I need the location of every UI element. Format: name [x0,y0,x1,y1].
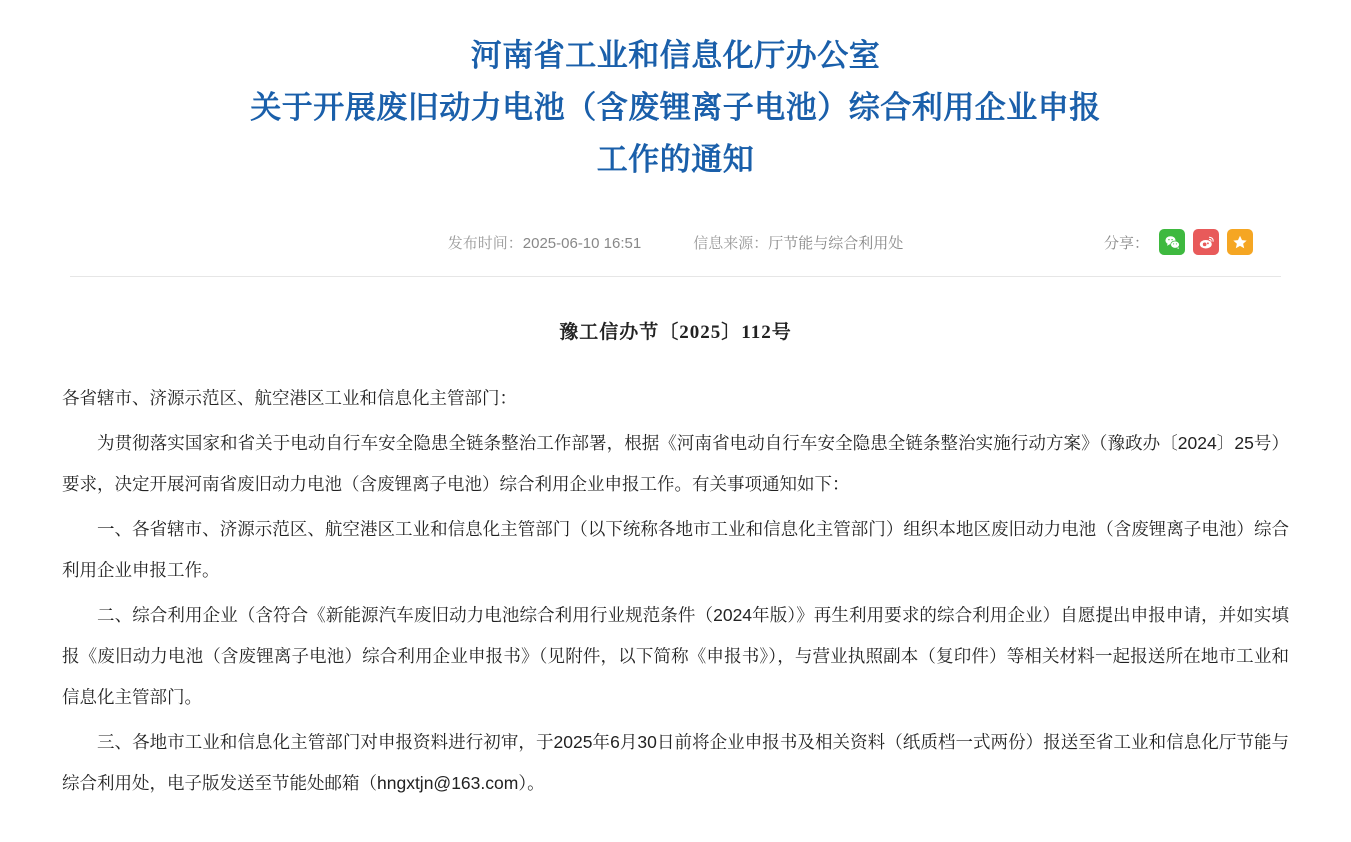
body-paragraph: 为贯彻落实国家和省关于电动自行车安全隐患全链条整治工作部署，根据《河南省电动自行车安全隐患全链条整治实施行动方案》（豫政办〔2024〕25号）要求，决定开展河南省废旧动力电池（含废锂离子电池）综合利用企业申报工作。有关事项通知如下： [62,433,1289,494]
share-bar [1104,229,1253,255]
title-line-1: 河南省工业和信息化厅办公室 [470,38,881,73]
body-paragraph: 三、各地市工业和信息化主管部门对申报资料进行初审，于2025年6月30日前将企业申报书及相关资料（纸质档一式两份）报送至省工业和信息化厅节能与综合利用处，电子版发送至节能处邮箱（hngxtjn@163.com）。 [62,732,1289,793]
info-source-label: 信息来源： [693,234,769,252]
publish-time-value: 2025-06-10 16:51 [522,234,642,252]
page-title [0,0,1351,186]
wechat-share-icon[interactable] [1159,229,1185,255]
body-paragraph: 一、各省辖市、济源示范区、航空港区工业和信息化主管部门（以下统称各地市工业和信息化主管部门）组织本地区废旧动力电池（含废锂离子电池）综合利用企业申报工作。 [62,519,1289,580]
weibo-share-icon[interactable] [1193,229,1219,255]
share-label: 分享： [1103,234,1149,252]
title-line-2: 关于开展废旧动力电池（含废锂离子电池）综合利用企业申报 [250,90,1101,125]
publish-time-label: 发布时间： [447,234,523,252]
body-paragraph: 二、综合利用企业（含符合《新能源汽车废旧动力电池综合利用行业规范条件（2024年版）》再生利用要求的综合利用企业）自愿提出申报申请，并如实填报《废旧动力电池（含废锂离子电池）综合利用企业申报书》（见附件，以下简称《申报书》），与营业执照副本（复印件）等相关材料一起报送所在地市工业和信息化主管部门。 [62,605,1289,707]
title-line-3: 工作的通知 [596,142,755,177]
body-paragraph: 各省辖市、济源示范区、航空港区工业和信息化主管部门： [62,388,517,408]
favorite-share-icon[interactable] [1227,229,1253,255]
article-meta [70,214,1281,270]
meta-divider [70,276,1281,277]
document-number: 豫工信办节〔2025〕112号 [559,322,792,343]
publish-time [448,232,641,253]
article-body [62,378,1289,804]
info-source-value: 厅节能与综合利用处 [768,234,904,252]
info-source [693,232,903,253]
